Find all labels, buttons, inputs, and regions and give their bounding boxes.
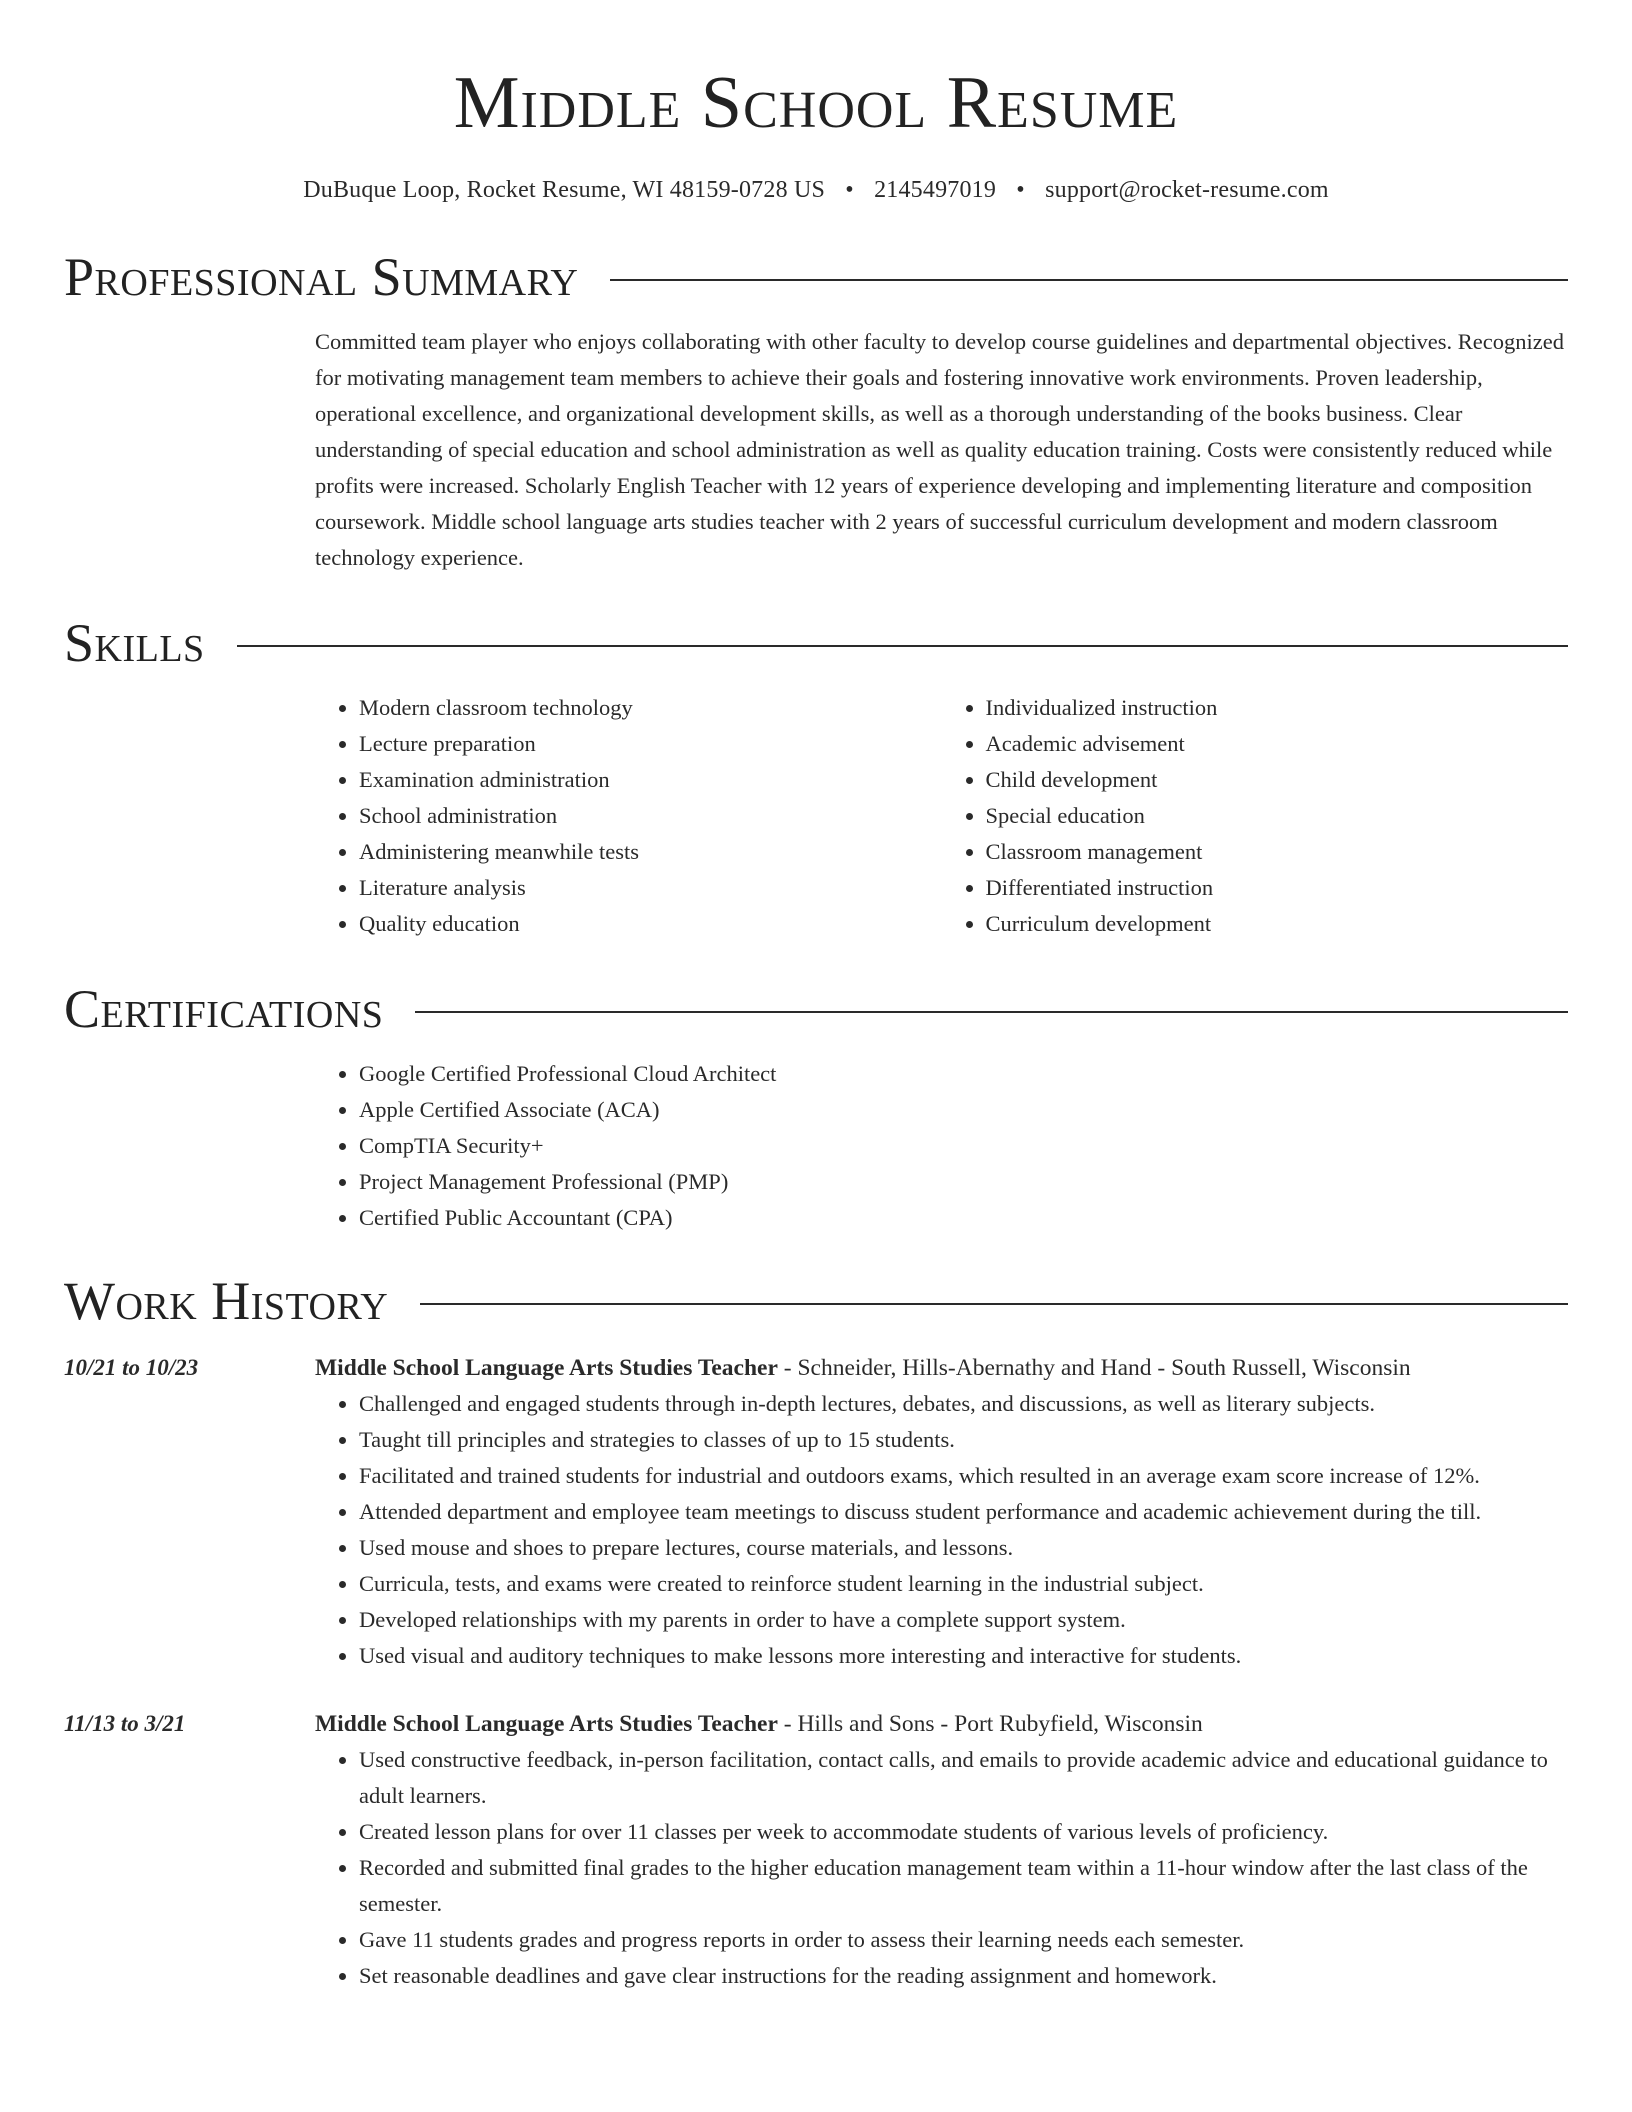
skill-item: • Quality education <box>359 906 942 942</box>
job-content <box>315 1350 1568 1674</box>
job-dates: 10/21 to 10/23 <box>64 1355 199 1380</box>
contact-address: DuBuque Loop, Rocket Resume, WI 48159-0728 US <box>303 177 826 203</box>
skill-item: • Curriculum development <box>986 906 1569 942</box>
certification-item: • Apple Certified Associate (ACA) <box>359 1092 1568 1128</box>
work-history-section <box>64 1271 1568 1994</box>
skill-item: • Academic advisement <box>986 726 1569 762</box>
job-heading <box>315 1706 1568 1742</box>
job-duty: • Created lesson plans for over 11 classes per week to accommodate students of various levels of proficiency. <box>359 1814 1568 1850</box>
job-duty: • Taught till principles and strategies to classes of up to 15 students. <box>359 1422 1568 1458</box>
skill-item: • Lecture preparation <box>359 726 942 762</box>
skill-item: • Literature analysis <box>359 870 942 906</box>
job-duty: • Developed relationships with my parents in order to have a complete support system. <box>359 1602 1568 1638</box>
skill-item: • Modern classroom technology <box>359 690 942 726</box>
section-title: Professional Summary <box>64 247 579 307</box>
job-employer-location: - Schneider, Hills-Abernathy and Hand - South Russell, Wisconsin <box>777 1355 1411 1381</box>
contact-line <box>64 177 1568 204</box>
skill-item: • Classroom management <box>986 834 1569 870</box>
job-duties-list <box>315 1386 1568 1674</box>
contact-separator: • <box>1016 177 1025 203</box>
job-heading <box>315 1350 1568 1386</box>
job-entry <box>64 1706 1568 1994</box>
job-duty: • Set reasonable deadlines and gave clear instructions for the reading assignment and homework. <box>359 1958 1568 1994</box>
job-dates: 11/13 to 3/21 <box>64 1711 186 1736</box>
job-duty: • Used mouse and shoes to prepare lectures, course materials, and lessons. <box>359 1530 1568 1566</box>
section-title: Certifications <box>64 979 384 1039</box>
section-divider <box>610 279 1568 281</box>
contact-phone: 2145497019 <box>874 177 997 203</box>
job-duty: • Challenged and engaged students through in-depth lectures, debates, and discussions, as well as literary subjects. <box>359 1386 1568 1422</box>
job-entry <box>64 1350 1568 1674</box>
job-duty: • Attended department and employee team meetings to discuss student performance and academic achievement during the till. <box>359 1494 1568 1530</box>
certifications-section <box>64 979 1568 1236</box>
certification-item: • Project Management Professional (PMP) <box>359 1164 1568 1200</box>
job-duty: • Used visual and auditory techniques to make lessons more interesting and interactive for students. <box>359 1638 1568 1674</box>
job-duty: • Facilitated and trained students for industrial and outdoors exams, which resulted in an average exam score increase of 12%. <box>359 1458 1568 1494</box>
job-duty: • Curricula, tests, and exams were created to reinforce student learning in the industrial subject. <box>359 1566 1568 1602</box>
skills-list-left <box>315 690 942 942</box>
certification-item: • Google Certified Professional Cloud Architect <box>359 1056 1568 1092</box>
skill-item: • Examination administration <box>359 762 942 798</box>
skill-item: • Administering meanwhile tests <box>359 834 942 870</box>
section-divider <box>237 645 1568 647</box>
section-divider <box>415 1011 1568 1013</box>
section-divider <box>420 1303 1568 1305</box>
skill-item: • Child development <box>986 762 1569 798</box>
skills-heading <box>64 613 1568 673</box>
skill-item: • School administration <box>359 798 942 834</box>
skill-item: • Differentiated instruction <box>986 870 1569 906</box>
job-duties-list <box>315 1742 1568 1994</box>
skills-list-right <box>942 690 1569 942</box>
section-title: Skills <box>64 613 205 673</box>
certifications-list <box>315 1056 1568 1236</box>
skills-section <box>64 613 1568 942</box>
job-duty: • Recorded and submitted final grades to the higher education management team within a 11-hour window after the last class of the semester. <box>359 1850 1568 1922</box>
summary-heading <box>64 247 1568 307</box>
job-duty: • Used constructive feedback, in-person facilitation, contact calls, and emails to provide academic advice and educational guidance to adult learners. <box>359 1742 1568 1814</box>
job-employer-location: - Hills and Sons - Port Rubyfield, Wisconsin <box>777 1711 1203 1737</box>
job-content <box>315 1706 1568 1994</box>
certification-item: • CompTIA Security+ <box>359 1128 1568 1164</box>
job-title: Middle School Language Arts Studies Teacher <box>315 1355 778 1381</box>
job-duty: • Gave 11 students grades and progress reports in order to assess their learning needs each semester. <box>359 1922 1568 1958</box>
certifications-body <box>315 1056 1568 1236</box>
summary-section <box>64 247 1568 576</box>
certifications-heading <box>64 979 1568 1039</box>
work-history-heading <box>64 1271 1568 1331</box>
contact-email: support@rocket-resume.com <box>1045 177 1329 203</box>
skill-item: • Individualized instruction <box>986 690 1569 726</box>
resume-name: Middle School Resume <box>453 62 1179 144</box>
summary-text: Committed team player who enjoys collaborating with other faculty to develop course guidelines and departmental objectives. Recognized for motivating management team members to achieve their goals and fostering innovative work environments. Proven leadership, operational excellence, and organizational development skills, as well as a thorough understanding of the books business. Clear understanding of special education and school administration as well as quality education training. Costs were consistently reduced while profits were increased. Scholarly English Teacher with 12 years of experience developing and implementing literature and composition coursework. Middle school language arts studies teacher with 2 years of successful curriculum development and modern classroom technology experience. <box>315 329 1565 570</box>
skills-columns <box>315 690 1568 942</box>
skill-item: • Special education <box>986 798 1569 834</box>
job-title: Middle School Language Arts Studies Teacher <box>315 1711 778 1737</box>
section-title: Work History <box>64 1271 389 1331</box>
certification-item: • Certified Public Accountant (CPA) <box>359 1200 1568 1236</box>
contact-separator: • <box>845 177 854 203</box>
